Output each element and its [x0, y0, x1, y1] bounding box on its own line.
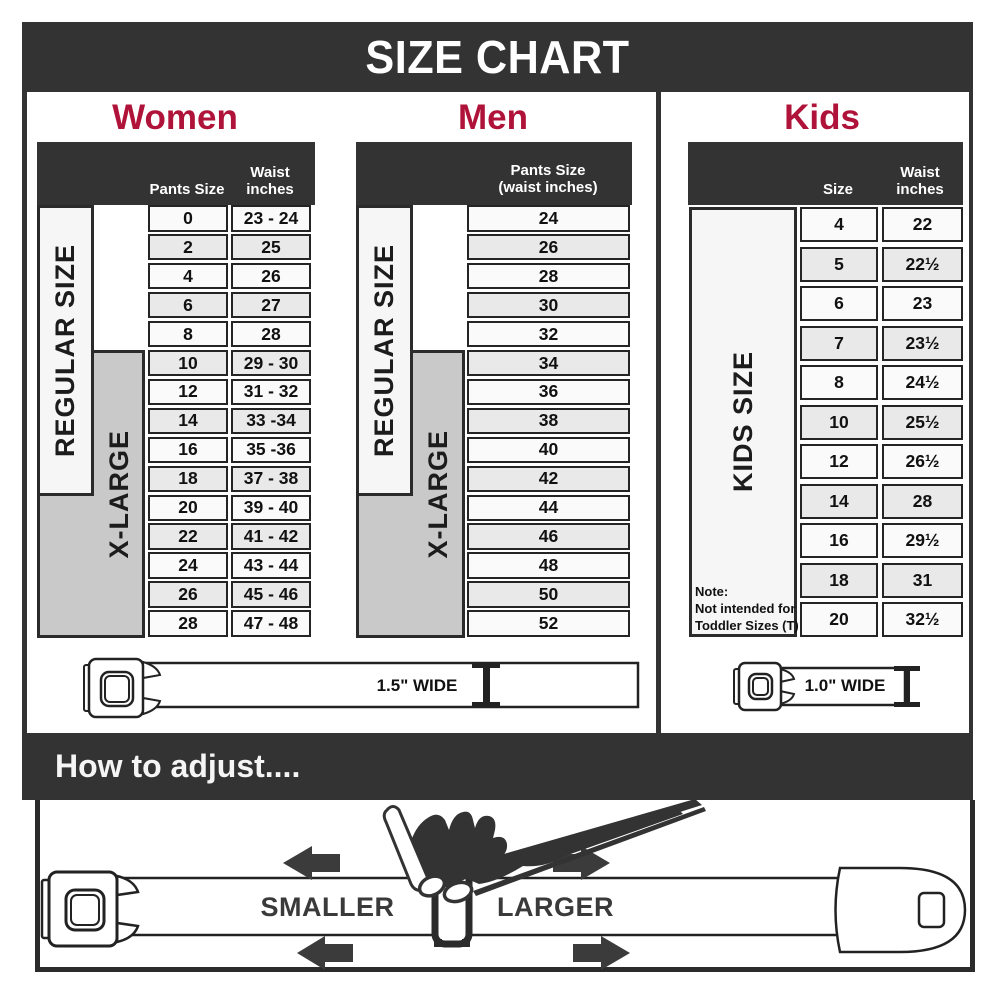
how-to-adjust-bar — [22, 733, 973, 800]
table-row — [800, 247, 963, 282]
waist-cell: 22 — [882, 207, 963, 242]
kids-note — [695, 584, 801, 635]
arrow-right-icon — [573, 936, 630, 970]
table-row — [148, 205, 311, 232]
size-cell: 36 — [467, 379, 630, 406]
size-cell: 16 — [800, 523, 878, 558]
waist-cell: 28 — [882, 484, 963, 519]
table-row — [800, 523, 963, 558]
men-section-title — [393, 96, 593, 140]
table-row — [800, 326, 963, 361]
table-row — [467, 523, 630, 550]
size-cell: 10 — [148, 350, 228, 377]
kids-note-line3: Toddler Sizes (T) — [695, 617, 799, 633]
size-cell: 30 — [467, 292, 630, 319]
women-col2-line1: Waist — [250, 163, 290, 181]
waist-cell: 25½ — [882, 405, 963, 440]
table-row — [467, 205, 630, 232]
table-row — [800, 405, 963, 440]
size-cell: 48 — [467, 552, 630, 579]
waist-cell: 29 - 30 — [231, 350, 311, 377]
size-cell: 12 — [148, 379, 228, 406]
waist-cell: 26 — [231, 263, 311, 290]
waist-cell: 47 - 48 — [231, 610, 311, 637]
table-row — [800, 365, 963, 400]
kids-table-rows — [800, 207, 963, 637]
table-row — [148, 495, 311, 522]
size-cell: 18 — [800, 563, 878, 598]
belt-tail — [836, 868, 966, 952]
arrow-left-icon — [297, 936, 353, 970]
kids-col2-header — [880, 164, 960, 199]
size-cell: 16 — [148, 437, 228, 464]
kids-section-title — [722, 96, 922, 140]
women-title-text: Women — [112, 98, 238, 137]
size-cell: 22 — [148, 523, 228, 550]
size-cell: 28 — [148, 610, 228, 637]
waist-cell: 39 - 40 — [231, 495, 311, 522]
table-row — [148, 234, 311, 261]
women-section-title — [75, 96, 275, 140]
kids-col2-line2: inches — [896, 181, 944, 199]
size-cell: 2 — [148, 234, 228, 261]
kids-title-text: Kids — [784, 98, 860, 137]
kids-col1-header: Size — [822, 181, 853, 199]
size-chart-banner — [22, 22, 973, 92]
men-col-line2: (waist inches) — [498, 179, 598, 197]
waist-cell: 23 - 24 — [231, 205, 311, 232]
men-table-rows — [467, 205, 630, 637]
kids-note-line1: Note: — [695, 584, 729, 599]
size-cell: 0 — [148, 205, 228, 232]
table-row — [800, 207, 963, 242]
size-cell: 20 — [800, 602, 878, 637]
size-cell: 5 — [800, 247, 878, 282]
waist-cell: 28 — [231, 321, 311, 348]
size-cell: 4 — [800, 207, 878, 242]
women-xlarge-label-area — [94, 350, 145, 638]
waist-cell: 27 — [231, 292, 311, 319]
size-cell: 12 — [800, 444, 878, 479]
women-regular-box — [37, 205, 94, 496]
size-cell: 26 — [148, 581, 228, 608]
table-row — [467, 263, 630, 290]
waist-cell: 23½ — [882, 326, 963, 361]
men-regular-box — [356, 205, 413, 496]
women-col2-line2: inches — [246, 181, 294, 199]
men-col-header — [464, 162, 632, 197]
waist-cell: 37 - 38 — [231, 466, 311, 493]
table-row — [467, 581, 630, 608]
waist-cell: 29½ — [882, 523, 963, 558]
size-cell: 52 — [467, 610, 630, 637]
women-table-header — [37, 142, 315, 205]
how-to-adjust-title: How to adjust.... — [55, 748, 301, 784]
table-row — [800, 286, 963, 321]
waist-cell: 33 -34 — [231, 408, 311, 435]
waist-cell: 32½ — [882, 602, 963, 637]
adult-belt-width-label: 1.5" WIDE — [376, 676, 458, 695]
waist-cell: 22½ — [882, 247, 963, 282]
smaller-label: SMALLER — [260, 892, 395, 922]
table-row — [148, 581, 311, 608]
women-col1-header: Pants Size — [149, 181, 225, 199]
size-cell: 8 — [148, 321, 228, 348]
waist-cell: 23 — [882, 286, 963, 321]
size-cell: 18 — [148, 466, 228, 493]
table-row — [467, 610, 630, 637]
waist-cell: 24½ — [882, 365, 963, 400]
size-cell: 7 — [800, 326, 878, 361]
hand-pull-icon — [384, 806, 683, 905]
men-col-line1: Pants Size — [510, 161, 586, 179]
table-row — [467, 321, 630, 348]
waist-cell: 43 - 44 — [231, 552, 311, 579]
size-cell: 34 — [467, 350, 630, 377]
men-table-header — [356, 142, 632, 205]
size-cell: 14 — [148, 408, 228, 435]
table-row — [467, 437, 630, 464]
table-row — [467, 495, 630, 522]
table-row — [467, 234, 630, 261]
adjust-illustration — [35, 798, 975, 975]
size-cell: 28 — [467, 263, 630, 290]
arrow-left-icon — [283, 846, 340, 880]
table-row — [467, 379, 630, 406]
table-row — [148, 523, 311, 550]
size-cell: 46 — [467, 523, 630, 550]
table-row — [800, 444, 963, 479]
table-row — [148, 379, 311, 406]
page-title: SIZE CHART — [365, 31, 630, 83]
table-row — [467, 466, 630, 493]
larger-label: LARGER — [497, 892, 614, 922]
table-row — [467, 350, 630, 377]
size-cell: 38 — [467, 408, 630, 435]
table-row — [148, 610, 311, 637]
size-cell: 14 — [800, 484, 878, 519]
table-row — [148, 466, 311, 493]
table-row — [800, 563, 963, 598]
kids-section-divider — [656, 92, 661, 733]
size-cell: 10 — [800, 405, 878, 440]
table-row — [800, 602, 963, 637]
men-xlarge-label-area — [412, 350, 465, 638]
table-row — [148, 408, 311, 435]
size-cell: 42 — [467, 466, 630, 493]
kids-size-label: KIDS SIZE — [727, 351, 758, 493]
size-cell: 8 — [800, 365, 878, 400]
table-row — [467, 408, 630, 435]
size-cell: 6 — [800, 286, 878, 321]
table-row — [467, 292, 630, 319]
waist-cell: 25 — [231, 234, 311, 261]
table-row — [800, 484, 963, 519]
kids-col2-line1: Waist — [900, 163, 940, 181]
waist-cell: 45 - 46 — [231, 581, 311, 608]
table-row — [148, 263, 311, 290]
waist-cell: 41 - 42 — [231, 523, 311, 550]
size-cell: 26 — [467, 234, 630, 261]
women-regular-label: REGULAR SIZE — [50, 243, 80, 457]
size-cell: 44 — [467, 495, 630, 522]
belt-strap — [115, 878, 842, 935]
size-cell: 32 — [467, 321, 630, 348]
seatbelt-buckle-icon — [42, 872, 138, 946]
table-row — [467, 552, 630, 579]
size-cell: 6 — [148, 292, 228, 319]
waist-cell: 31 - 32 — [231, 379, 311, 406]
table-row — [148, 437, 311, 464]
size-cell: 24 — [148, 552, 228, 579]
size-cell: 4 — [148, 263, 228, 290]
women-col2-header — [229, 164, 311, 199]
men-title-text: Men — [458, 98, 528, 137]
waist-cell: 35 -36 — [231, 437, 311, 464]
table-row — [148, 350, 311, 377]
kids-note-line2: Not intended for — [695, 600, 796, 616]
size-cell: 20 — [148, 495, 228, 522]
table-row — [148, 552, 311, 579]
table-row — [148, 292, 311, 319]
waist-cell: 31 — [882, 563, 963, 598]
men-regular-label: REGULAR SIZE — [369, 243, 399, 457]
women-table-rows — [148, 205, 311, 637]
kids-belt-width-label: 1.0" WIDE — [804, 676, 886, 695]
table-row — [148, 321, 311, 348]
size-cell: 24 — [467, 205, 630, 232]
size-cell: 40 — [467, 437, 630, 464]
men-xlarge-label: X-LARGE — [423, 429, 453, 559]
women-xlarge-label: X-LARGE — [104, 429, 134, 559]
kids-size-box — [689, 207, 797, 637]
size-cell: 50 — [467, 581, 630, 608]
waist-cell: 26½ — [882, 444, 963, 479]
kids-table-header — [688, 142, 963, 205]
